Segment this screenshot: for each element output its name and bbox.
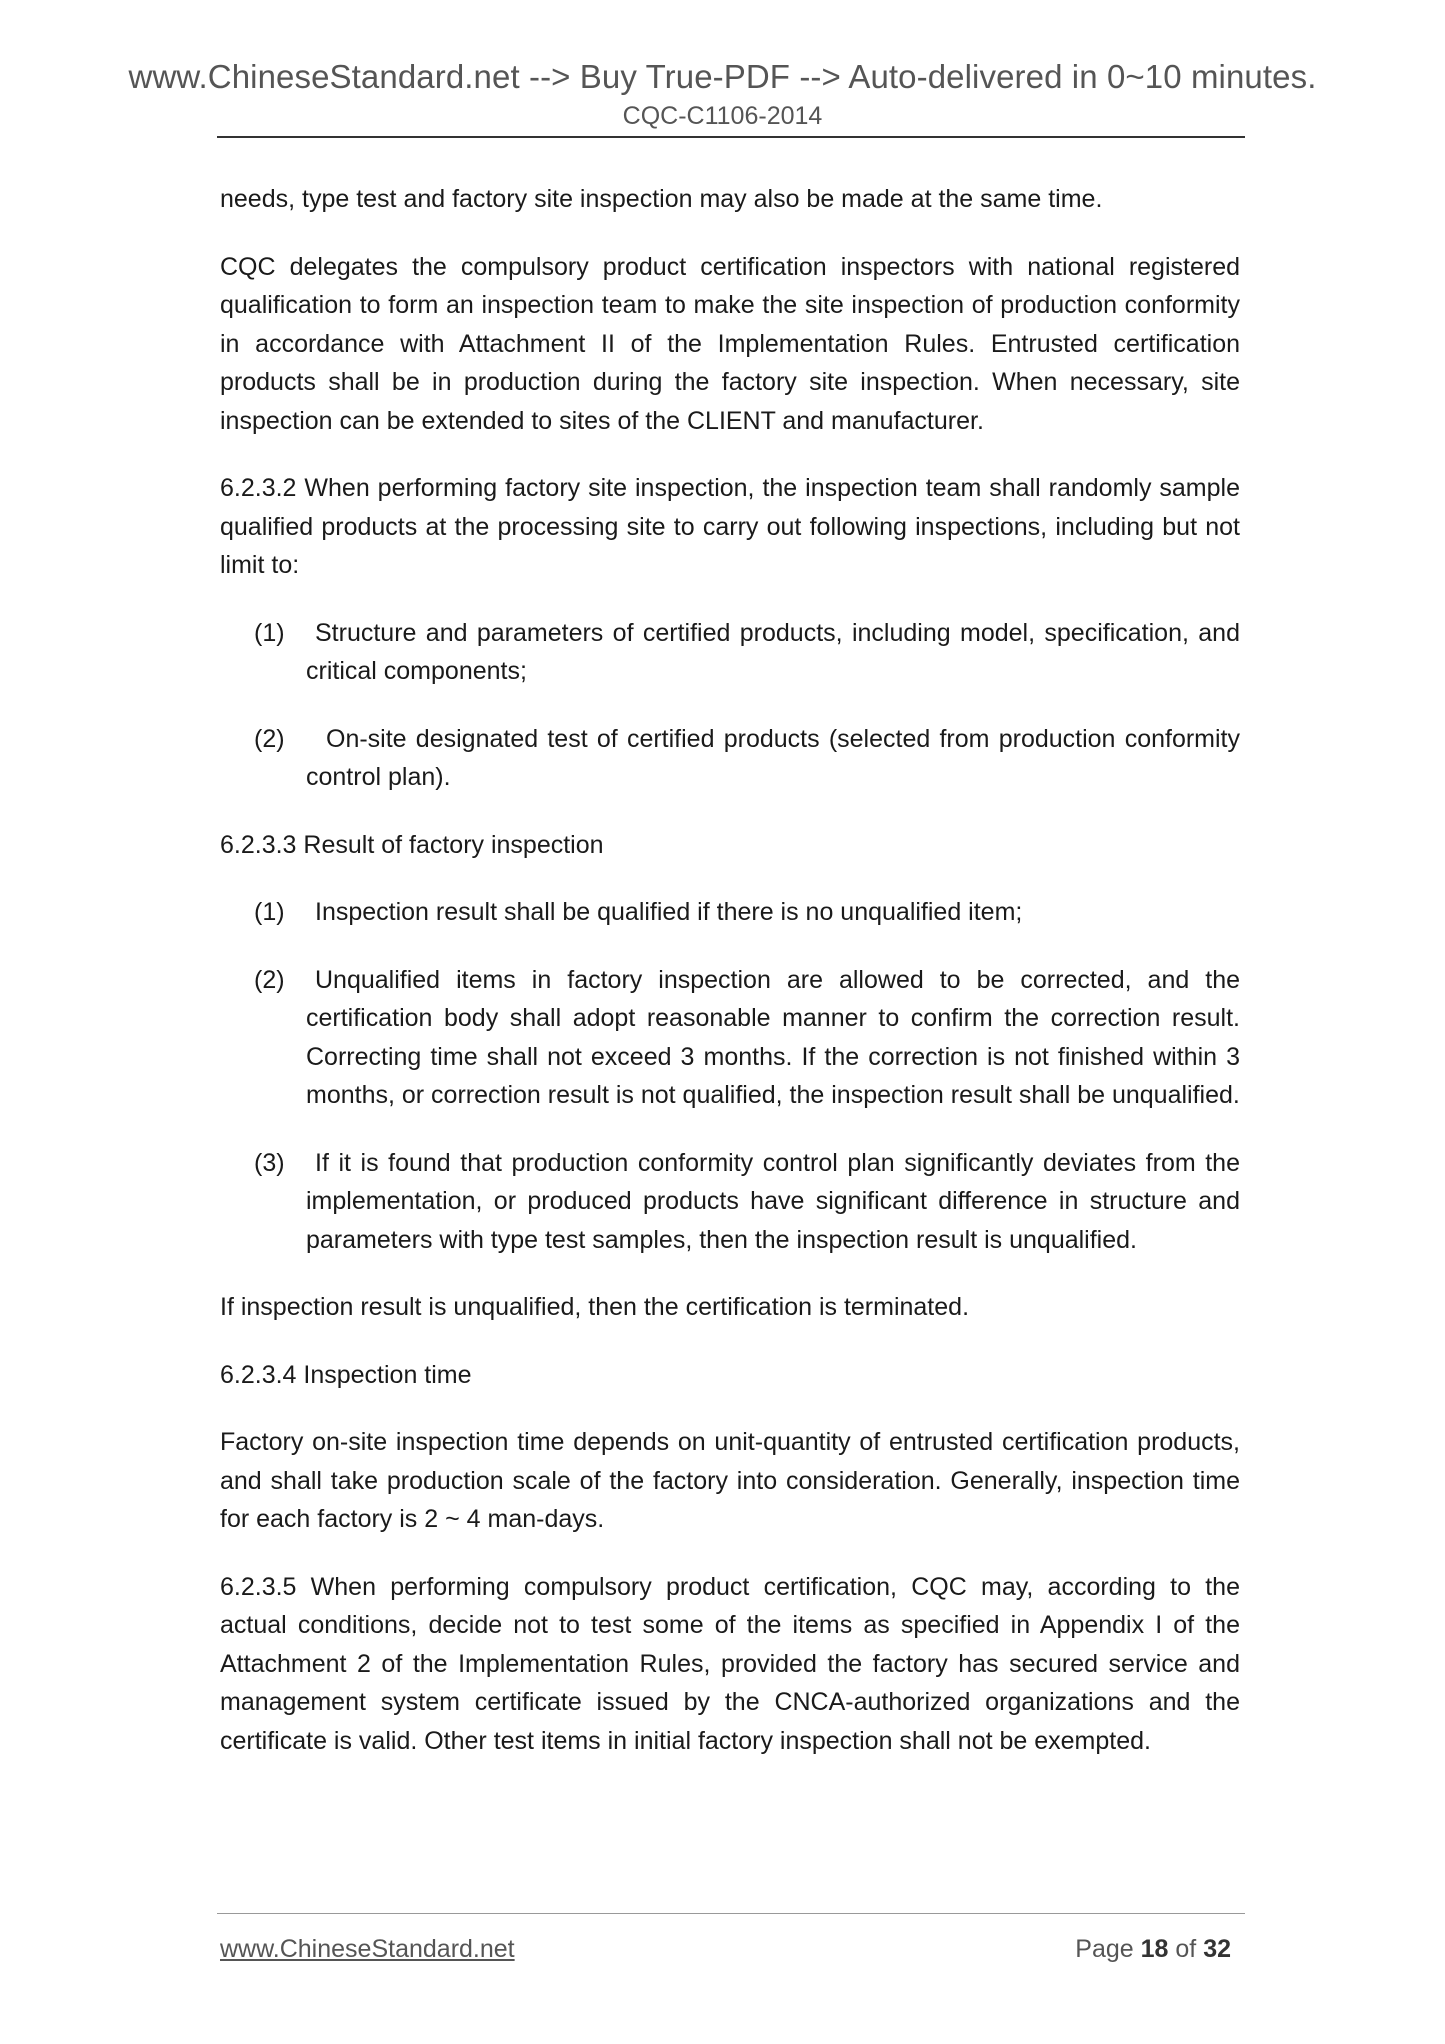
document-body [220, 180, 1240, 1760]
list-number: (3) [254, 1148, 285, 1177]
page-number [1075, 1935, 1231, 1964]
header-banner: www.ChineseStandard.net --> Buy True-PDF --> Auto-delivered in 0~10 minutes. [128, 58, 1317, 95]
paragraph: needs, type test and factory site inspection may also be made at the same time. [220, 185, 1103, 213]
paragraph: If inspection result is unqualified, then the certification is terminated. [220, 1293, 970, 1321]
clause-6-2-3-4-heading: 6.2.3.4 Inspection time [220, 1360, 472, 1389]
list-text: On-site designated test of certified products (selected from production conformity control plan). [306, 724, 1240, 791]
list-text: Inspection result shall be qualified if there is no unqualified item; [315, 898, 1023, 926]
list-text: If it is found that production conformity control plan significantly deviates from the implementation, or produced products have significant difference in structure and parameters with type test samples, then the inspection result is unqualified. [306, 1148, 1240, 1254]
list-number: (2) [254, 965, 285, 994]
list-item [220, 893, 1240, 932]
footer-divider [217, 1913, 1245, 1914]
list-item [220, 614, 1240, 691]
clause-6-2-3-5: 6.2.3.5 When performing compulsory product certification, CQC may, according to the actual conditions, decide not to test some of the items as specified in Appendix I of the Attachment 2 of the Implementation Rules, provided the factory has secured service and management system certificate issued by the CNCA-authorized organizations and the certificate is valid. Other test items in initial factory inspection shall not be exempted. [220, 1572, 1240, 1755]
page-header [0, 56, 1445, 132]
list-number: (2) [254, 724, 285, 753]
paragraph: Factory on-site inspection time depends on unit-quantity of entrusted certification products, and shall take production scale of the factory into consideration. Generally, inspection time for each factory is 2 ~ 4 man-days. [220, 1428, 1240, 1533]
clause-6-2-3-2: 6.2.3.2 When performing factory site inspection, the inspection team shall randomly sample qualified products at the processing site to carry out following inspections, including but not limit to: [220, 474, 1240, 579]
header-divider [217, 136, 1245, 138]
list-number: (1) [254, 898, 285, 926]
document-id: CQC-C1106-2014 [622, 102, 823, 130]
footer-site-link[interactable]: www.ChineseStandard.net [220, 1935, 515, 1963]
list-text: Unqualified items in factory inspection are allowed to be corrected, and the certification body shall adopt reasonable manner to confirm the correction result. Correcting time shall not exceed 3 months. If the correction is not finished within 3 months, or correction result is not qualified, the inspection result shall be unqualified. [306, 965, 1240, 1109]
list-item [220, 720, 1240, 797]
page-current: 18 [1140, 1935, 1169, 1963]
list-item [220, 961, 1240, 1115]
list-item [220, 1144, 1240, 1260]
clause-6-2-3-3-heading: 6.2.3.3 Result of factory inspection [220, 830, 604, 859]
list-number: (1) [254, 618, 285, 647]
list-text: Structure and parameters of certified products, including model, specification, and critical components; [306, 618, 1240, 685]
paragraph: CQC delegates the compulsory product certification inspectors with national registered qualification to form an inspection team to make the site inspection of production conformity in accordance with Attachment II of the Implementation Rules. Entrusted certification products shall be in production during the factory site inspection. When necessary, site inspection can be extended to sites of the CLIENT and manufacturer. [220, 252, 1240, 435]
page-label: Page [1075, 1935, 1134, 1963]
page-of-label: of [1175, 1935, 1197, 1963]
page-total: 32 [1203, 1935, 1231, 1963]
